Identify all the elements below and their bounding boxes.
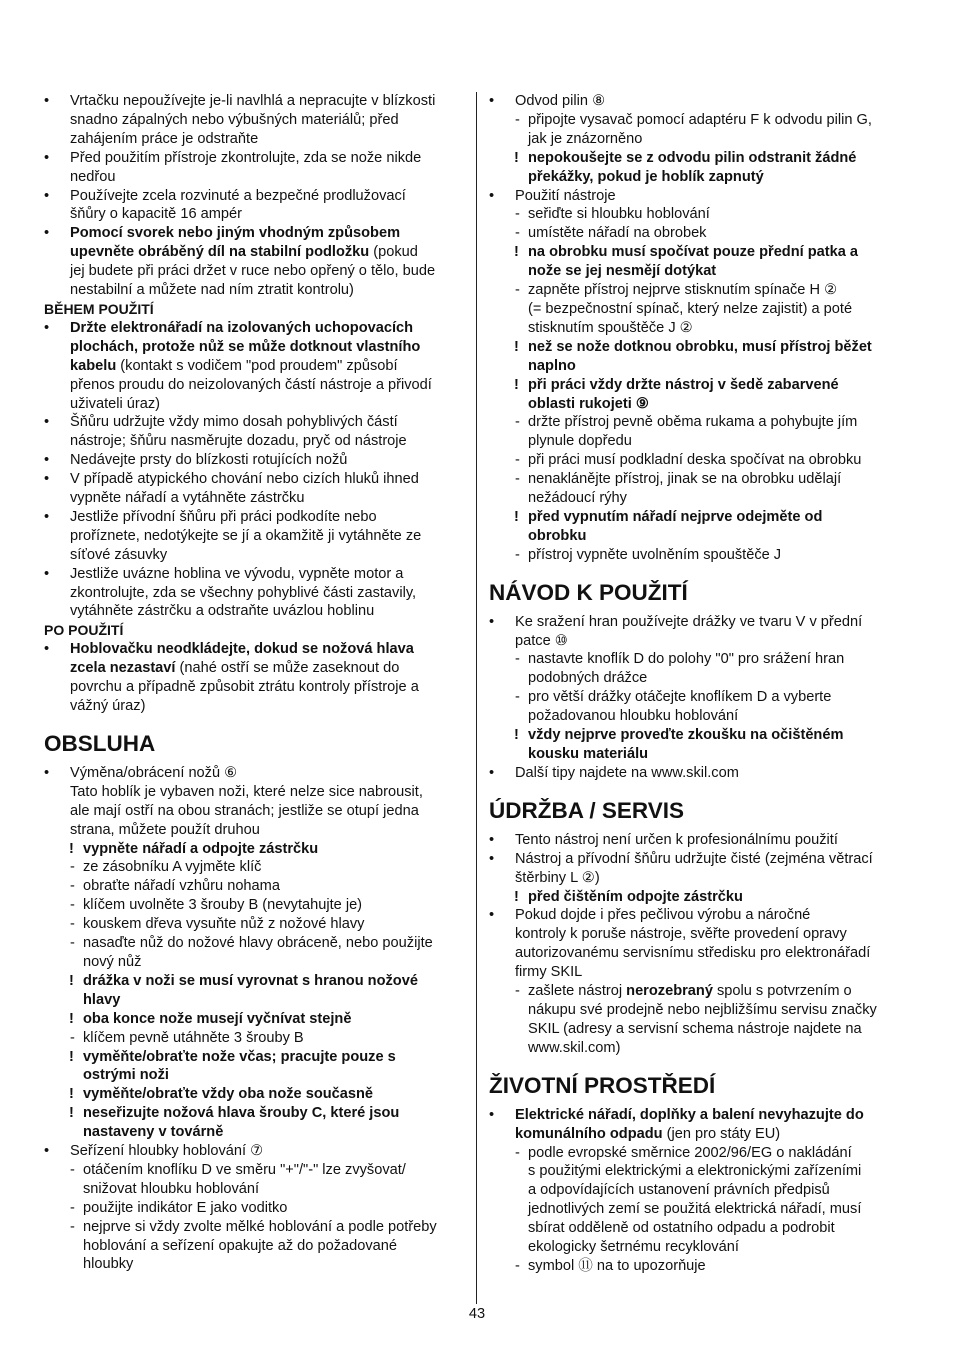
- text: Jestliže přívodní šňůru při práci podkodíte nebo: [70, 508, 377, 525]
- text-line: [44, 821, 464, 840]
- bold-text: zcela nezastaví: [70, 660, 176, 677]
- text: ale mají ostří na obou stranách; jestliže se otupí jedna: [70, 802, 419, 819]
- text: hloubky: [83, 1256, 134, 1273]
- text-line: [489, 489, 913, 508]
- text: Jestliže uvázne hoblina ve vývodu, vypněte motor a: [70, 565, 404, 582]
- text: před čištěním odpojte zástrčku: [528, 888, 743, 905]
- text-line: [489, 319, 913, 338]
- bullet-item: [44, 319, 464, 338]
- text-line: [489, 669, 913, 688]
- text-line: [489, 357, 913, 376]
- text-line: [44, 697, 464, 716]
- text: spolu s potvrzením o: [712, 983, 852, 1000]
- text: kouskem dřeva vysuňte nůž z nožové hlavy: [83, 916, 365, 933]
- text: a odpovídajících ustanovení právních předpisů: [528, 1182, 830, 1199]
- text: vytáhněte zástrčku a odstraňte uvázlou hoblinu: [70, 603, 375, 620]
- text: držte přístroj pevně oběma rukama a pohybujte jím: [528, 414, 858, 431]
- bold-text: kabelu: [70, 357, 117, 374]
- dash-item: [44, 934, 464, 953]
- text: vyměňte/obraťte vždy oba nože současně: [83, 1086, 374, 1103]
- bold-text: plochách, protože nůž se může dotknout vlastního: [70, 338, 421, 355]
- bold-text: nastaveny v továrně: [83, 1124, 224, 1141]
- text: jej budete při práci držet v ruce nebo opřený o tělo, bude: [70, 263, 436, 280]
- bold-text: komunálního odpadu: [515, 1125, 663, 1142]
- text-line: [489, 1200, 913, 1219]
- warning-item: [489, 726, 913, 745]
- dash-item: [489, 281, 913, 300]
- text-line: [44, 783, 464, 802]
- text: symbol ⑪ na to upozorňuje: [528, 1257, 706, 1274]
- warning-item: [44, 972, 464, 991]
- text: sbírat odděleně od ostatního odpadu a podrobit: [528, 1220, 835, 1237]
- text: Tento nástroj není určen k profesionálnímu použití: [515, 831, 838, 848]
- text: patce ⑩: [515, 632, 568, 649]
- bullet-item: [489, 1106, 913, 1125]
- dash-item: [44, 877, 464, 896]
- text-line: [44, 1237, 464, 1256]
- text-line: [44, 338, 464, 357]
- section-heading: ŽIVOTNÍ PROSTŘEDÍ: [489, 1072, 716, 1098]
- text: Použití nástroje: [515, 187, 616, 204]
- text: použijte indikátor E jako voditko: [83, 1199, 288, 1216]
- dash-item: [44, 1199, 464, 1218]
- text-line: [44, 395, 464, 414]
- text: www.skil.com): [528, 1039, 621, 1056]
- text: pro větší drážky otáčejte knoflíkem D a vyberte: [528, 689, 832, 706]
- warning-item: [489, 338, 913, 357]
- text: V případě atypického chování nebo cizích hluků ihned: [70, 471, 419, 488]
- text-line: [44, 1123, 464, 1142]
- bullet-item: [44, 1142, 464, 1161]
- text: firmy SKIL: [515, 964, 583, 981]
- section-heading: NÁVOD K POUŽITÍ: [489, 579, 688, 605]
- text-line: [44, 243, 464, 262]
- text: vždy nejprve proveďte zkoušku na očištěném: [528, 727, 844, 744]
- text: nejprve si vždy zvolte mělké hoblování a podle potřeby: [83, 1218, 437, 1235]
- text: plynule dopředu: [528, 433, 632, 450]
- text: šňůry o kapacitě 16 ampér: [70, 206, 242, 223]
- warning-item: [44, 1085, 464, 1104]
- text: hoblování a seřízení opakujte až do požadované: [83, 1237, 397, 1254]
- text-line: [44, 584, 464, 603]
- text: s použitými elektrickými a elektronickými zařízeními: [528, 1163, 862, 1180]
- dash-item: [44, 896, 464, 915]
- text: Další tipy najdete na www.skil.com: [515, 764, 739, 781]
- bold-text: obrobku: [528, 527, 587, 544]
- text: při práci vždy držte nástroj v šedě zabarvené: [528, 376, 839, 393]
- bold-text: nerozebraný: [626, 983, 713, 1000]
- text: podle evropské směrnice 2002/96/EG o nakládání: [528, 1144, 852, 1161]
- text: podobných drážce: [528, 670, 648, 687]
- text: Vrtačku nepoužívejte je-li navlhlá a nepracujte v blízkosti: [70, 93, 436, 109]
- bold-text: Elektrické nářadí, doplňky a balení nevyhazujte do: [515, 1106, 864, 1123]
- text-line: [44, 130, 464, 149]
- text-line: [44, 168, 464, 187]
- text: (kontakt s vodičem "pod proudem" způsobí: [116, 357, 398, 374]
- warning-item: [489, 243, 913, 262]
- text: (nahé ostří se může zaseknout do: [175, 660, 400, 677]
- text: připojte vysavač pomocí adaptéru F k odvodu pilin G,: [528, 111, 872, 128]
- text: vypněte nářadí a vytáhněte zástrčku: [70, 490, 305, 507]
- bullet-item: [44, 413, 464, 432]
- right-column: [489, 92, 913, 1276]
- text: nenaklánějte přístroj, jinak se na obrobku udělají: [528, 471, 842, 488]
- text: obraťte nářadí vzhůru nohama: [83, 878, 280, 895]
- warning-item: [44, 840, 464, 859]
- text: požadovanou hloubku hoblování: [528, 708, 739, 725]
- text-line: [489, 925, 913, 944]
- dash-item: [44, 915, 464, 934]
- text-line: [489, 1219, 913, 1238]
- text: zkontrolujte, zda se všechny pohyblivé části zastavily,: [70, 584, 417, 601]
- bullet-item: [489, 187, 913, 206]
- text-line: [489, 632, 913, 651]
- text-line: [44, 1066, 464, 1085]
- text: ekologicky šetrnému recyklování: [528, 1239, 739, 1256]
- text-line: [489, 395, 913, 414]
- text-line: [489, 300, 913, 319]
- text-line: [44, 678, 464, 697]
- bullet-item: [44, 640, 464, 659]
- text-line: [44, 281, 464, 300]
- dash-item: [489, 413, 913, 432]
- text: Výměna/obrácení nožů ⑥: [70, 764, 238, 781]
- bullet-item: [489, 850, 913, 869]
- dash-item: [44, 1029, 464, 1048]
- warning-item: [489, 888, 913, 907]
- text: povrchu a případně způsobit ztrátu kontroly přístroje a: [70, 679, 419, 696]
- text-line: [44, 1180, 464, 1199]
- text: než se nože dotknou obrobku, musí přístroj běžet: [528, 338, 872, 355]
- text: Šňůru udržujte vždy mimo dosah pohyblivých částí: [70, 414, 398, 431]
- text: přístroj vypněte uvolněním spouštěče J: [528, 546, 782, 563]
- dash-item: [44, 1218, 464, 1237]
- text: před vypnutím nářadí nejprve odejměte od: [528, 508, 823, 525]
- text: Ke sražení hran používejte drážky ve tvaru V v přední: [515, 613, 863, 630]
- text: stisknutím spouštěče J ②: [528, 319, 693, 336]
- bullet-item: [489, 831, 913, 850]
- text: Pokud dojde i přes pečlivou výrobu a náročné: [515, 907, 811, 924]
- text: strana, můžete použít druhou: [70, 821, 260, 838]
- bullet-item: [44, 92, 464, 111]
- text: jednotlivých zemí se použitá elektrická nářadí, musí: [528, 1201, 862, 1218]
- text: autorizovanému servisnímu středisku pro elektronářadí: [515, 945, 871, 962]
- text: (pokud: [369, 244, 418, 261]
- dash-item: [489, 650, 913, 669]
- text-line: [44, 953, 464, 972]
- text-line: [489, 963, 913, 982]
- bullet-item: [44, 508, 464, 527]
- text-line: [489, 1238, 913, 1257]
- subsection-heading: PO POUŽITÍ: [44, 622, 124, 639]
- dash-item: [489, 688, 913, 707]
- text: síťové zásuvky: [70, 546, 168, 563]
- bold-text: překážky, pokud je hoblík zapnutý: [528, 168, 764, 185]
- text: (jen pro státy EU): [662, 1125, 781, 1142]
- warning-item: [489, 508, 913, 527]
- warning-item: [44, 1104, 464, 1123]
- text: umístěte nářadí na obrobek: [528, 225, 707, 242]
- bullet-item: [44, 451, 464, 470]
- dash-item: [489, 1144, 913, 1163]
- text-line: [489, 1181, 913, 1200]
- text: nákupu své prodejně nebo nejbližšímu servisu značky: [528, 1001, 877, 1018]
- text: seřiďte si hloubku hoblování: [528, 206, 710, 223]
- text: Seřízení hloubky hoblování ⑦: [70, 1143, 264, 1160]
- subsection-heading: BĚHEM POUŽITÍ: [44, 300, 154, 317]
- text: nežádoucí rýhy: [528, 490, 627, 507]
- text: štěrbiny L ②): [515, 869, 600, 886]
- bullet-item: [489, 613, 913, 632]
- text: Nástroj a přívodní šňůru udržujte čisté (zejména větrací: [515, 850, 873, 867]
- text: vážný úraz): [70, 698, 146, 714]
- text: nový nůž: [83, 953, 142, 970]
- text-line: [489, 869, 913, 888]
- bold-text: Pomocí svorek nebo jiným vhodným způsobem: [70, 225, 401, 242]
- text: Tato hoblík je vybaven noži, které nelze sice nabrousit,: [70, 783, 423, 800]
- warning-item: [44, 1048, 464, 1067]
- text-line: [489, 168, 913, 187]
- text: proříznete, nedotýkejte se jí a okamžitě ji vytáhněte ze: [70, 527, 422, 544]
- text-line: [44, 659, 464, 678]
- text-line: [44, 262, 464, 281]
- text: nedřou: [70, 168, 116, 185]
- text: zašlete nástroj: [528, 983, 627, 1000]
- bullet-item: [489, 92, 913, 111]
- text: při práci musí podkladní deska spočívat na obrobku: [528, 452, 862, 469]
- text: na obrobku musí spočívat pouze přední patka a: [528, 244, 859, 261]
- text-line: [489, 707, 913, 726]
- text: přenos proudu do neizolovaných částí nástroje a přivodí: [70, 376, 432, 393]
- text-line: [489, 527, 913, 546]
- dash-item: [44, 858, 464, 877]
- text: klíčem pevně utáhněte 3 šrouby B: [83, 1029, 304, 1046]
- bold-text: ostrými noži: [83, 1067, 169, 1084]
- text: jak je znázorněno: [528, 130, 643, 147]
- text: kontroly k poruše nástroje, svěřte provedení opravy: [515, 926, 847, 943]
- text: nástroje; šňůru nasměrujte dozadu, pryč od nástroje: [70, 433, 407, 450]
- bullet-item: [44, 565, 464, 584]
- bullet-item: [44, 187, 464, 206]
- bold-text: Držte elektronářadí na izolovaných uchopovacích: [70, 319, 414, 336]
- dash-item: [489, 982, 913, 1001]
- section-heading: ÚDRŽBA / SERVIS: [489, 797, 685, 823]
- text: Používejte zcela rozvinuté a bezpečné prodlužovací: [70, 187, 406, 204]
- text-line: [489, 1020, 913, 1039]
- bullet-item: [489, 906, 913, 925]
- text: vyměňte/obraťte nože včas; pracujte pouze s: [83, 1048, 396, 1065]
- text: ze zásobníku A vyjměte klíč: [83, 859, 262, 876]
- text-line: [489, 1162, 913, 1181]
- bullet-item: [44, 224, 464, 243]
- text-line: [489, 262, 913, 281]
- text: Odvod pilin ⑧: [515, 93, 606, 109]
- bullet-item: [489, 764, 913, 783]
- text-line: [44, 546, 464, 565]
- text: vypněte nářadí a odpojte zástrčku: [83, 840, 319, 857]
- text: otáčením knoflíku D ve směru "+"/"-" lze zvyšovat/: [83, 1161, 406, 1178]
- text: uživateli úraz): [70, 395, 161, 412]
- warning-item: [489, 376, 913, 395]
- warning-item: [44, 1010, 464, 1029]
- text-line: [489, 130, 913, 149]
- text: klíčem uvolněte 3 šrouby B (nevytahujte je): [83, 897, 363, 914]
- text-line: [489, 1125, 913, 1144]
- dash-item: [489, 451, 913, 470]
- bold-text: kousku materiálu: [528, 746, 649, 762]
- column-divider: [476, 92, 477, 1304]
- bold-text: naplno: [528, 357, 576, 374]
- dash-item: [44, 1161, 464, 1180]
- text-line: [44, 602, 464, 621]
- bullet-item: [44, 764, 464, 783]
- text-line: [44, 527, 464, 546]
- text: oba konce nože musejí vyčnívat stejně: [83, 1010, 352, 1027]
- text: Před použitím přístroje zkontrolujte, zda se nože nikde: [70, 149, 422, 166]
- dash-item: [489, 224, 913, 243]
- bullet-item: [44, 149, 464, 168]
- text-line: [44, 802, 464, 821]
- dash-item: [489, 546, 913, 565]
- text-line: [489, 432, 913, 451]
- dash-item: [489, 470, 913, 489]
- dash-item: [489, 1257, 913, 1276]
- text-line: [44, 991, 464, 1010]
- dash-item: [489, 205, 913, 224]
- text: Nedávejte prsty do blízkosti rotujících nožů: [70, 452, 348, 469]
- text: zahájením práce je odstraňte: [70, 130, 259, 147]
- bold-text: nože se jej nesmějí dotýkat: [528, 263, 717, 280]
- bullet-item: [44, 470, 464, 489]
- text-line: [489, 745, 913, 764]
- text-line: [44, 1255, 464, 1274]
- section-heading: OBSLUHA: [44, 730, 156, 756]
- text: drážka v noži se musí vyrovnat s hranou nožové: [83, 972, 418, 989]
- page-number: 43: [468, 1306, 486, 1322]
- text: neseřizujte nožová hlava šrouby C, které jsou: [83, 1105, 400, 1122]
- bold-text: hlavy: [83, 991, 121, 1008]
- text: nepokoušejte se z odvodu pilin odstranit žádné: [528, 149, 857, 166]
- text-line: [44, 205, 464, 224]
- text-line: [44, 111, 464, 130]
- warning-item: [489, 149, 913, 168]
- text: snadno zápalných nebo výbušných materiálů; před: [70, 111, 399, 128]
- bold-text: Hoblovačku neodkládejte, dokud se nožová hlava: [70, 641, 414, 658]
- text: (= bezpečnostní spínač, který nelze zajistit) a poté: [528, 300, 853, 317]
- text-line: [44, 432, 464, 451]
- text: SKIL (adresy a servisní schema nástroje najdete na: [528, 1020, 862, 1037]
- text-line: [489, 944, 913, 963]
- text-line: [44, 376, 464, 395]
- text: nastavte knoflík D do polohy "0" pro srážení hran: [528, 651, 845, 668]
- text: nasaďte nůž do nožové hlavy obráceně, nebo použijte: [83, 935, 433, 952]
- text: zapněte přístroj nejprve stisknutím spínače H ②: [528, 282, 838, 299]
- bold-text: upevněte obráběný díl na stabilní podložku: [70, 244, 370, 261]
- text-line: [489, 1039, 913, 1058]
- text-line: [489, 1001, 913, 1020]
- text: snižovat hloubku hoblování: [83, 1180, 260, 1197]
- text: nestabilní a můžete nad ním ztratit kontrolu): [70, 282, 354, 299]
- left-column: [44, 92, 464, 1274]
- text-line: [44, 357, 464, 376]
- text-line: [44, 489, 464, 508]
- bold-text: oblasti rukojeti ⑨: [528, 395, 649, 412]
- dash-item: [489, 111, 913, 130]
